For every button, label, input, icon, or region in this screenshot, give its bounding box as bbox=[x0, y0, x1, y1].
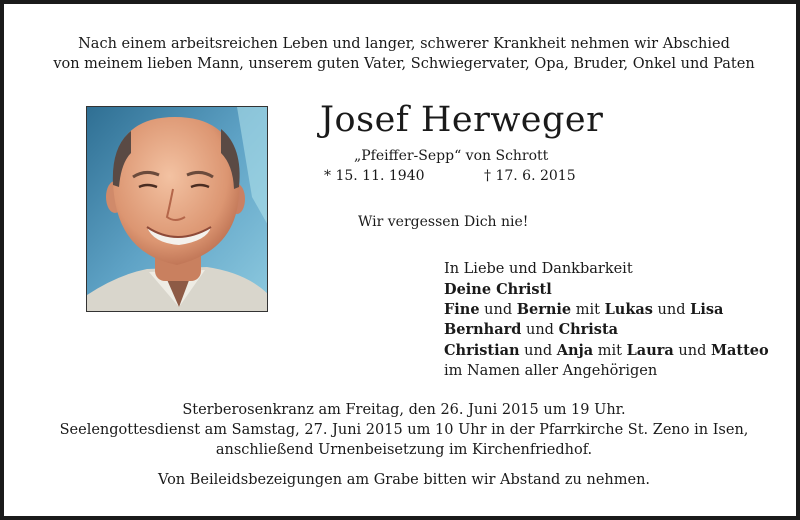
closing-note: Von Beileidsbezeigungen am Grabe bitten wir Abstand zu nehmen. bbox=[157, 472, 651, 488]
birth-date: * 15. 11. 1940 bbox=[324, 168, 425, 184]
intro-line-2: von meinem lieben Mann, unserem guten Vater, Schwiegervater, Opa, Bruder, Onkel und Paten bbox=[53, 56, 755, 72]
service-line-2: Seelengottesdienst am Samstag, 27. Juni 2015 um 10 Uhr in der Pfarrkirche St. Zeno in Isen, bbox=[59, 422, 749, 438]
service-details bbox=[4, 400, 800, 460]
family-member: Bernhard bbox=[444, 321, 522, 339]
service-line-3: anschließend Urnenbeisetzung im Kirchenfriedhof. bbox=[215, 442, 593, 458]
deceased-name: Josef Herweger bbox=[320, 100, 604, 140]
connector-text: und bbox=[479, 301, 517, 318]
intro-line-1: Nach einem arbeitsreichen Leben und langer, schwerer Krankheit nehmen wir Abschied bbox=[78, 36, 730, 52]
family-line-6: im Namen aller Angehörigen bbox=[444, 362, 658, 379]
family-member: Christian bbox=[444, 342, 520, 360]
connector-text: und bbox=[521, 322, 559, 339]
service-line-1: Sterberosenkranz am Freitag, den 26. Juni 2015 um 19 Uhr. bbox=[182, 402, 626, 418]
deceased-nickname: „Pfeiffer-Sepp“ von Schrott bbox=[354, 148, 549, 164]
family-signature bbox=[444, 260, 769, 382]
family-member: Matteo bbox=[710, 342, 769, 360]
family-member: Anja bbox=[556, 342, 594, 360]
connector-text: und bbox=[519, 343, 557, 360]
death-date: † 17. 6. 2015 bbox=[484, 168, 576, 184]
family-member: Bernie bbox=[516, 300, 572, 318]
family-line-1: In Liebe und Dankbarkeit bbox=[444, 261, 633, 277]
family-line-3 bbox=[444, 300, 769, 321]
family-member: Lisa bbox=[690, 300, 724, 318]
family-line-2: Deine Christl bbox=[444, 280, 552, 298]
family-member: Laura bbox=[626, 342, 674, 360]
motto: Wir vergessen Dich nie! bbox=[358, 214, 529, 230]
family-line-5 bbox=[444, 341, 769, 362]
family-member: Fine bbox=[444, 300, 480, 318]
connector-text: und bbox=[652, 301, 691, 318]
connector-text: mit bbox=[571, 301, 605, 318]
family-member: Christa bbox=[558, 321, 619, 339]
family-member: Lukas bbox=[604, 300, 653, 318]
connector-text: und bbox=[673, 343, 711, 360]
connector-text: mit bbox=[593, 343, 627, 360]
portrait-photo bbox=[86, 106, 268, 312]
family-line-4 bbox=[444, 320, 769, 341]
